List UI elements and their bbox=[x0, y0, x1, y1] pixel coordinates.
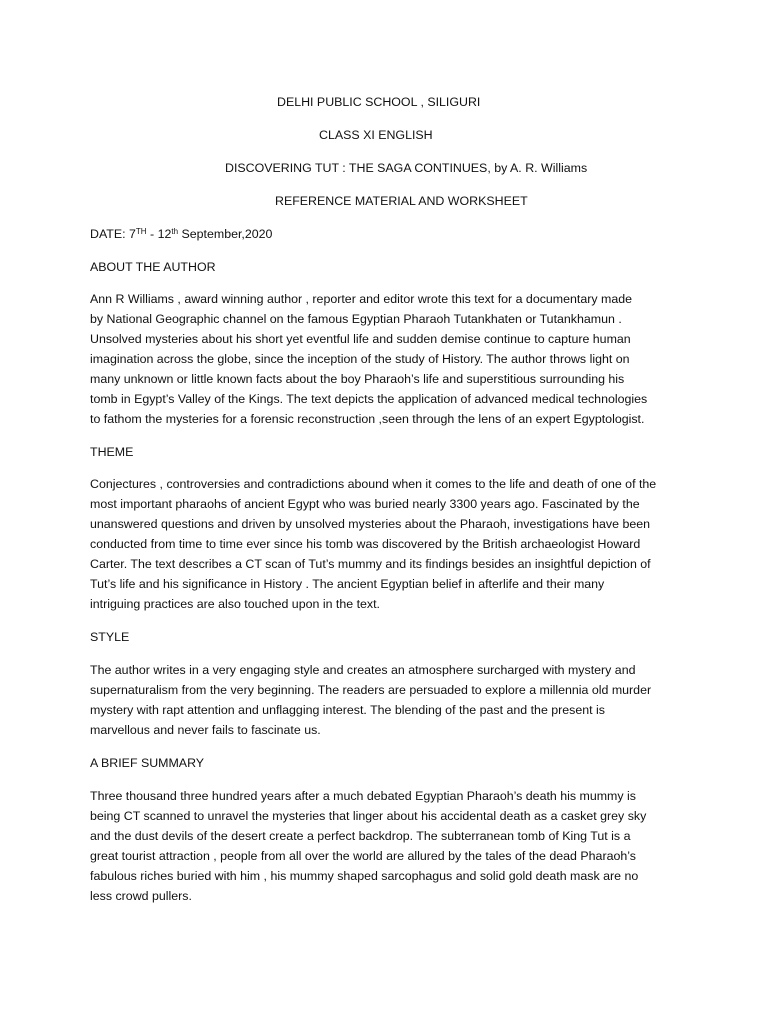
section-heading-style: STYLE bbox=[90, 630, 130, 644]
paragraph-line: most important pharaohs of ancient Egypt who was buried nearly 3300 years ago. Fascinated by the bbox=[90, 497, 640, 511]
material-title: REFERENCE MATERIAL AND WORKSHEET bbox=[275, 194, 528, 208]
paragraph-line: conducted from time to time ever since his tomb was discovered by the British archaeologist Howard bbox=[90, 537, 641, 551]
paragraph-line: Unsolved mysteries about his short yet eventful life and sudden demise continue to capture human bbox=[90, 332, 631, 346]
paragraph-line: supernaturalism from the very beginning. The readers are persuaded to explore a millennia old murder bbox=[90, 683, 652, 697]
paragraph-line: Carter. The text describes a CT scan of Tut’s mummy and its findings besides an insightful depiction of bbox=[90, 557, 651, 571]
paragraph-line: and the dust devils of the desert create a perfect backdrop. The subterranean tomb of King Tut is a bbox=[90, 829, 631, 843]
paragraph-line: less crowd pullers. bbox=[90, 889, 192, 903]
date-sup-start: TH bbox=[135, 227, 147, 236]
paragraph-line: intriguing practices are also touched upon in the text. bbox=[90, 597, 380, 611]
paragraph-style bbox=[90, 660, 690, 740]
class-title: CLASS XI ENGLISH bbox=[319, 128, 433, 142]
paragraph-line: Tut’s life and his significance in History . The ancient Egyptian belief in afterlife and their many bbox=[90, 577, 605, 591]
date-label: DATE: 7 bbox=[90, 227, 136, 241]
paragraph-line: many unknown or little known facts about the boy Pharaoh’s life and superstitious surrounding his bbox=[90, 372, 625, 386]
date-mid: - 12 bbox=[146, 227, 172, 241]
paragraph-line: unanswered questions and driven by unsolved mysteries about the Pharaoh, investigations have been bbox=[90, 517, 651, 531]
date-line bbox=[90, 224, 272, 244]
paragraph-line: by National Geographic channel on the famous Egyptian Pharaoh Tutankhaten or Tutankhamun . bbox=[90, 312, 622, 326]
paragraph-theme bbox=[90, 474, 690, 614]
paragraph-line: being CT scanned to unravel the mysteries that linger about his accidental death as a casket grey sky bbox=[90, 809, 647, 823]
paragraph-line: mystery with rapt attention and unflagging interest. The blending of the past and the present is bbox=[90, 703, 605, 717]
paragraph-line: great tourist attraction , people from all over the world are allured by the tales of the dead Pharaoh’s bbox=[90, 849, 636, 863]
school-name: DELHI PUBLIC SCHOOL , SILIGURI bbox=[277, 95, 481, 109]
paragraph-line: Conjectures , controversies and contradictions abound when it comes to the life and death of one of the bbox=[90, 477, 657, 491]
paragraph-line: Ann R Williams , award winning author , reporter and editor wrote this text for a documentary made bbox=[90, 292, 632, 306]
paragraph-line: tomb in Egypt’s Valley of the Kings. The text depicts the application of advanced medical technologies bbox=[90, 392, 648, 406]
paragraph-line: imagination across the globe, since the inception of the study of History. The author throws light on bbox=[90, 352, 630, 366]
section-heading-theme: THEME bbox=[90, 445, 134, 459]
paragraph-line: Three thousand three hundred years after a much debated Egyptian Pharaoh’s death his mummy is bbox=[90, 789, 636, 803]
paragraph-line: fabulous riches buried with him , his mummy shaped sarcophagus and solid gold death mask are no bbox=[90, 869, 639, 883]
section-heading-summary: A BRIEF SUMMARY bbox=[90, 756, 205, 770]
section-heading-author: ABOUT THE AUTHOR bbox=[90, 260, 216, 274]
paragraph-line: to fathom the mysteries for a forensic reconstruction ,seen through the lens of an expert Egyptologist. bbox=[90, 412, 645, 426]
chapter-title: DISCOVERING TUT : THE SAGA CONTINUES, by A. R. Williams bbox=[225, 161, 588, 175]
date-rest: September,2020 bbox=[178, 227, 273, 241]
paragraph-summary bbox=[90, 786, 690, 906]
paragraph-author bbox=[90, 289, 690, 429]
paragraph-line: marvellous and never fails to fascinate us. bbox=[90, 723, 321, 737]
date-sup-end: th bbox=[171, 227, 179, 236]
paragraph-line: The author writes in a very engaging style and creates an atmosphere surcharged with mystery and bbox=[90, 663, 636, 677]
